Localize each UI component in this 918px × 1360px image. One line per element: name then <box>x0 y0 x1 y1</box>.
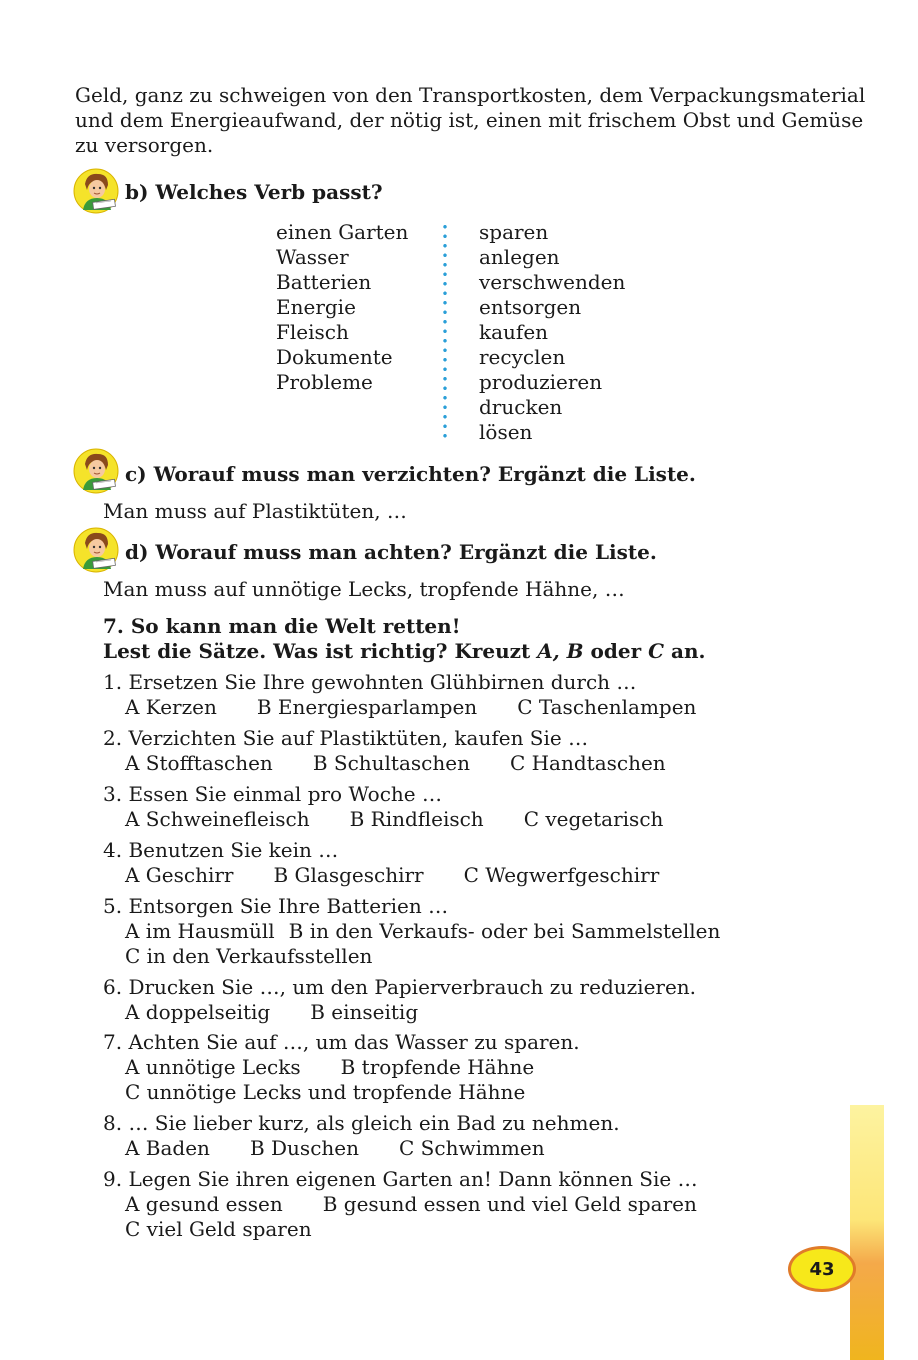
answer-options <box>103 1000 696 1025</box>
question-item <box>103 1167 737 1242</box>
answer-option[interactable]: B Energiesparlampen <box>256 695 478 719</box>
question-item <box>103 838 699 888</box>
verb-item: drucken <box>479 395 563 419</box>
instruction-letters: A, B <box>537 639 584 663</box>
verb-column <box>479 220 625 445</box>
noun-item: Batterien <box>276 270 372 294</box>
question-item <box>103 726 706 776</box>
answer-option[interactable]: C vegetarisch <box>523 807 664 831</box>
answer-option[interactable]: A im Hausmüll <box>125 919 275 943</box>
answer-option[interactable]: C Wegwerfgeschirr <box>463 863 660 887</box>
question-text: 8. … Sie lieber kurz, als gleich ein Bad zu nehmen. <box>103 1111 620 1135</box>
question-text: 2. Verzichten Sie auf Plastiktüten, kaufen Sie … <box>103 726 589 750</box>
question-item <box>103 894 760 969</box>
answer-option[interactable]: B Rindfleisch <box>349 807 484 831</box>
instruction-text: oder <box>583 639 649 663</box>
answer-option[interactable]: B in den Verkaufs- oder bei Sammelstellen <box>288 919 721 943</box>
question-item <box>103 1030 580 1105</box>
instruction-letter: C <box>648 639 665 663</box>
answer-options <box>103 1217 737 1242</box>
noun-item: Wasser <box>276 245 349 269</box>
answer-options <box>103 919 760 944</box>
question-text: 4. Benutzen Sie kein … <box>103 838 339 862</box>
intro-line: zu versorgen. <box>75 133 214 157</box>
answer-option[interactable]: A Baden <box>125 1136 210 1160</box>
verb-item: sparen <box>479 220 549 244</box>
noun-item: Dokumente <box>276 345 393 369</box>
sidebar-strip <box>850 1105 884 1360</box>
noun-item: Fleisch <box>276 320 349 344</box>
question-item <box>103 670 736 720</box>
question-text: 3. Essen Sie einmal pro Woche … <box>103 782 442 806</box>
answer-options <box>103 807 703 832</box>
question-text: 1. Ersetzen Sie Ihre gewohnten Glühbirnen durch … <box>103 670 637 694</box>
answer-option[interactable]: B Schultaschen <box>312 751 470 775</box>
answer-option[interactable]: B tropfende Hähne <box>340 1055 535 1079</box>
student-writing-icon <box>73 448 119 494</box>
task-b-title: b) Welches Verb passt? <box>125 180 383 204</box>
answer-option[interactable]: B Duschen <box>249 1136 359 1160</box>
noun-column <box>276 220 408 395</box>
answer-option[interactable]: C Taschenlampen <box>517 695 697 719</box>
answer-option[interactable]: C Schwimmen <box>399 1136 545 1160</box>
noun-item: einen Garten <box>276 220 409 244</box>
answer-options <box>103 751 706 776</box>
task-d-text: Man muss auf unnötige Lecks, tropfende Hähne, … <box>103 577 625 601</box>
answer-option[interactable]: C in den Verkaufsstellen <box>125 944 373 968</box>
student-writing-icon <box>73 527 119 573</box>
verb-item: entsorgen <box>479 295 582 319</box>
answer-option[interactable]: A Kerzen <box>125 695 217 719</box>
page-number-badge <box>788 1246 856 1292</box>
answer-option[interactable]: A unnötige Lecks <box>125 1055 301 1079</box>
task7-instruction <box>103 639 705 664</box>
answer-option[interactable]: A gesund essen <box>125 1192 283 1216</box>
question-item <box>103 975 696 1025</box>
answer-option[interactable]: A Geschirr <box>125 863 234 887</box>
answer-option[interactable]: A Schweinefleisch <box>125 807 310 831</box>
intro-line: Geld, ganz zu schweigen von den Transportkosten, dem Verpackungsmaterial <box>75 83 866 107</box>
answer-option[interactable]: B gesund essen und viel Geld sparen <box>322 1192 697 1216</box>
answer-options <box>103 944 760 969</box>
dotted-divider <box>442 222 448 440</box>
task-c-title: c) Worauf muss man verzichten? Ergänzt die Liste. <box>125 462 696 486</box>
noun-item: Energie <box>276 295 356 319</box>
task-c-text: Man muss auf Plastiktüten, … <box>103 499 407 523</box>
page-number: 43 <box>809 1258 835 1280</box>
instruction-text: an. <box>664 639 706 663</box>
answer-options <box>103 1080 580 1105</box>
verb-item: anlegen <box>479 245 560 269</box>
intro-paragraph <box>75 83 866 158</box>
answer-option[interactable]: B Glasgeschirr <box>273 863 424 887</box>
verb-item: lösen <box>479 420 533 444</box>
question-text: 6. Drucken Sie …, um den Papierverbrauch zu reduzieren. <box>103 975 697 999</box>
answer-option[interactable]: C unnötige Lecks und tropfende Hähne <box>125 1080 526 1104</box>
verb-item: kaufen <box>479 320 549 344</box>
answer-options <box>103 1136 620 1161</box>
answer-options <box>103 695 736 720</box>
answer-option[interactable]: A Stofftaschen <box>125 751 273 775</box>
task7-title: 7. So kann man die Welt retten! <box>103 614 461 638</box>
task-d-title: d) Worauf muss man achten? Ergänzt die Liste. <box>125 540 657 564</box>
answer-option[interactable]: B einseitig <box>310 1000 419 1024</box>
verb-item: verschwenden <box>479 270 626 294</box>
answer-option[interactable]: C viel Geld sparen <box>125 1217 312 1241</box>
verb-item: recyclen <box>479 345 566 369</box>
answer-options <box>103 1192 737 1217</box>
question-text: 7. Achten Sie auf …, um das Wasser zu sparen. <box>103 1030 580 1054</box>
student-writing-icon <box>73 168 119 214</box>
question-item <box>103 782 703 832</box>
verb-item: produzieren <box>479 370 603 394</box>
intro-line: und dem Energieaufwand, der nötig ist, einen mit frischem Obst und Gemüse <box>75 108 864 132</box>
question-item <box>103 1111 620 1161</box>
answer-options <box>103 863 699 888</box>
question-text: 5. Entsorgen Sie Ihre Batterien … <box>103 894 449 918</box>
answer-option[interactable]: A doppelseitig <box>125 1000 271 1024</box>
noun-item: Probleme <box>276 370 373 394</box>
question-text: 9. Legen Sie ihren eigenen Garten an! Dann können Sie … <box>103 1167 698 1191</box>
instruction-text: Lest die Sätze. Was ist richtig? Kreuzt <box>103 639 538 663</box>
answer-option[interactable]: C Handtaschen <box>509 751 666 775</box>
answer-options <box>103 1055 580 1080</box>
